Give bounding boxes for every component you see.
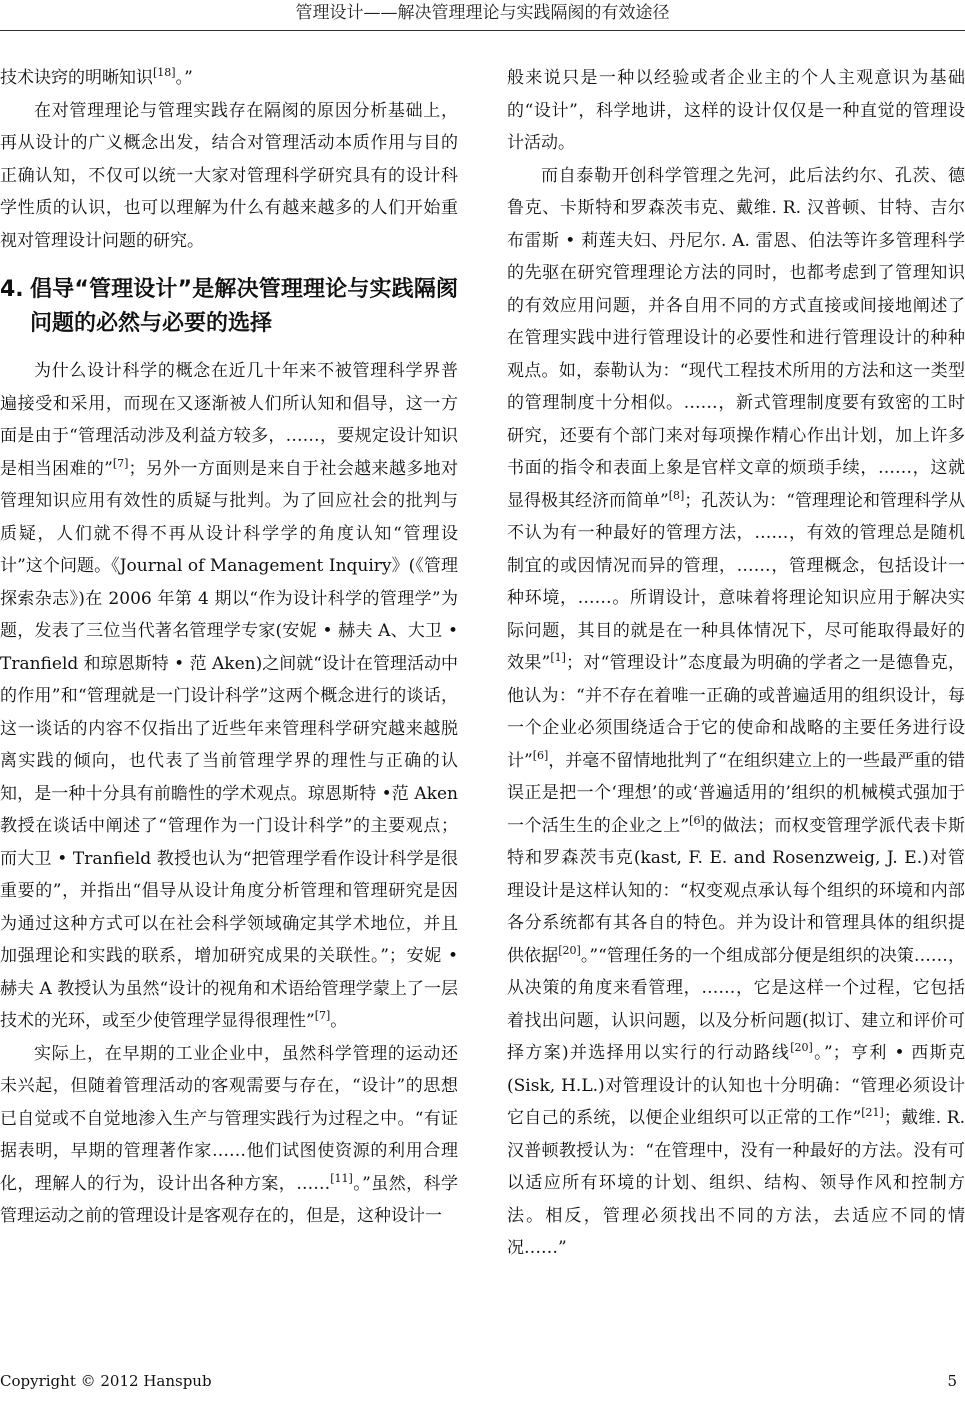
citation: [6] (689, 813, 705, 827)
paragraph: 而自泰勒开创科学管理之先河，此后法约尔、孔茨、德鲁克、卡斯特和罗森茨韦克、戴维. R. 汉普顿、甘特、吉尔布雷斯 • 莉莲夫妇、丹尼尔. A. 雷恩、伯法等许多管理科学的先驱在研究管理理论方法的同时，也都考虑到了管理知识的有效应用问题，并各自用不同的方式直接或间接地阐述了在管理实践中进行管理设计的必要性和进行管理设计的种种观点。如，泰勒认为：“现代工程技术所用的方法和这一类型的管理制度十分相似。……，新式管理制度要有致密的工时研究，还要有个部门来对每项操作精心作出计划，加上许多书面的指令和表面上象是官样文章的烦琐手续，……，这就显得极其经济而简单”[8]；孔茨认为：“管理理论和管理科学从不认为有一种最好的管理方法，……，有效的管理总是随机制宜的或因情况而异的管理，……，管理概念，包括设计一种环境，……。所谓设计，意味着将理论知识应用于解决实际问题，其目的就是在一种具体情况下，尽可能取得最好的效果”[1]；对“管理设计”态度最为明确的学者之一是德鲁克，他认为：“并不存在着唯一正确的或普遍适用的组织设计，每一个企业必须围绕适合于它的使命和战略的主要任务进行设计”[6]，并毫不留情地批判了“在组织建立上的一些最严重的错误正是把一个‘理想’的或‘普遍适用的’组织的机械模式强加于一个活生生的企业之上”[6]的做法；而权变管理学派代表卡斯特和罗森茨韦克(kast, F. E. and Rosenzweig, J. E.)对管理设计是这样认知的：“权变观点承认每个组织的环境和内部各分系统都有其各自的特色。并为设计和管理具体的组织提供依据[20]。”“管理任务的一个组成部分便是组织的决策……，从决策的角度来看管理，……，它是这样一个过程，它包括着找出问题，认识问题，以及分析问题(拟订、建立和评价可择方案)并选择用以实行的行动路线[20]。”；亨利 • 西斯克(Sisk, H.L.)对管理设计的认知也十分明确：“管理必须设计它自己的系统，以便企业组织可以正常的工作”[21]；戴维. R. 汉普顿教授认为：“在管理中，没有一种最好的方法。没有可以适应所有环境的计划、组织、结构、领导作风和控制方法。相反，管理必须找出不同的方法，去适应不同的情况……” (507, 165, 965, 1258)
section-title: 倡导“管理设计”是解决管理理论与实践隔阂问题的必然与必要的选择 (30, 277, 458, 336)
paragraph-continuation: 般来说只是一种以经验或者企业主的个人主观意识为基础的“设计”，科学地讲，这样的设计仅仅是一种直觉的管理设计活动。 (507, 68, 965, 153)
citation: [7] (112, 456, 129, 470)
citation: [11] (330, 1171, 353, 1185)
paragraph-continuation: 技术诀窍的明晰知识[18]。” (0, 66, 193, 88)
section-heading (0, 273, 458, 341)
citation: [8] (668, 488, 685, 502)
citation: [21] (861, 1106, 884, 1119)
citation: [1] (550, 651, 566, 664)
paragraph: 为什么设计科学的概念在近几十年来不被管理科学界普遍接受和采用，而现在又逐渐被人们所认知和倡导，这一方面是由于“管理活动涉及利益方较多，……，要规定设计知识是相当困难的”[7]；另外一方面则是来自于社会越来越多地对管理知识应用有效性的质疑与批判。为了回应社会的批判与质疑，人们就不得不再从设计科学学的角度认知“管理设计”这个问题。《Journal of Management Inquiry》(《管理探索杂志》)在 2006 年第 4 期以“作为设计科学的管理学”为题，发表了三位当代著名管理学专家(安妮 • 赫夫 A、大卫 • Tranfield 和琼恩斯特 • 范 Aken)之间就“设计在管理活动中的作用”和“管理就是一门设计科学”这两个概念进行的谈话，这一谈话的内容不仅指出了近些年来管理科学研究越来越脱离实践的倾向，也代表了当前管理学界的理性与正确的认知，是一种十分具有前瞻性的学术观点。琼恩斯特 •范 Aken 教授在谈话中阐述了“管理作为一门设计科学”的主要观点；而大卫 • Tranfield 教授也认为“把管理学看作设计科学是很重要的”，并指出“倡导从设计角度分析管理和管理研究是因为通过这种方式可以在社会科学领域确定其学术地位，并且加强理论和实践的联系，增加研究成果的关联性。”；安妮 • 赫夫 A 教授认为虽然“设计的视角和术语给管理学蒙上了一层技术的光环，或至少使管理学显得很理性”[7]。 (0, 361, 458, 1031)
right-column (507, 62, 965, 1265)
citation: [20] (790, 1041, 813, 1054)
header-divider (0, 30, 965, 31)
citation: [6] (532, 748, 549, 762)
citation: [7] (314, 1009, 331, 1022)
section-number: 4. (0, 277, 24, 302)
citation: [18] (153, 66, 176, 79)
paragraph: 在对管理理论与管理实践存在隔阂的原因分析基础上，再从设计的广义概念出发，结合对管理活动本质作用与目的正确认知，不仅可以统一大家对管理科学研究具有的设计科学性质的认识，也可以理解为什么有越来越多的人们开始重视对管理设计问题的研究。 (0, 100, 458, 251)
citation: [20] (558, 943, 581, 957)
left-column (0, 62, 458, 1233)
running-header: 管理设计——解决管理理论与实践隔阂的有效途径 (295, 3, 670, 23)
page-number: 5 (947, 1372, 957, 1390)
copyright-notice: Copyright © 2012 Hanspub (0, 1372, 212, 1390)
paragraph: 实际上，在早期的工业企业中，虽然科学管理的运动还未兴起，但随着管理活动的客观需要与存在，“设计”的思想已自觉或不自觉地渗入生产与管理实践行为过程之中。“有证据表明，早期的管理著作家……他们试图使资源的利用合理化，理解人的行为，设计出各种方案，……[11]。”虽然，科学管理运动之前的管理设计是客观存在的，但是，这种设计一 (0, 1043, 458, 1226)
